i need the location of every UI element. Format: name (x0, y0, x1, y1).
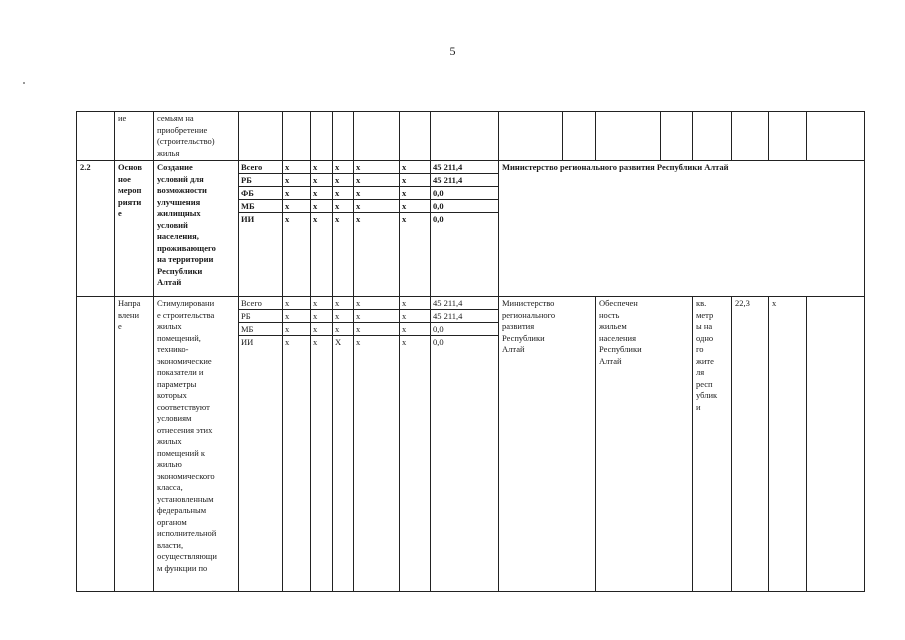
cell-value-x: x (769, 297, 807, 592)
cell-x2: x x x x (311, 297, 333, 592)
cell-name: Создание условий для возможности улучшения жилищных условий населения, проживающего на территории Республики Алтай (154, 161, 239, 297)
cell-sources: Всего РБ МБ ИИ (239, 297, 283, 592)
cell-x1: x x x x x (283, 161, 311, 297)
cell-indicator: Обеспечен ность жильем населения Республики Алтай (596, 297, 693, 592)
cell-sources: Всего РБ ФБ МБ ИИ (239, 161, 283, 297)
cell-amounts: 45 211,4 45 211,4 0,0 0,0 0,0 (431, 161, 499, 297)
cell-amounts: 45 211,4 45 211,4 0,0 0,0 (431, 297, 499, 592)
cell-num: 2.2 (77, 161, 115, 297)
cell-num (77, 297, 115, 592)
cell-name: семьям на приобретение (строительство) жилья (154, 112, 239, 161)
cell-x3: x x x X (333, 297, 354, 592)
cell-responsible: Министерство регионального развития Республики Алтай (499, 297, 596, 592)
cell-x4: x x x x x (354, 161, 400, 297)
page-number: 5 (449, 44, 456, 58)
cell-responsible: Министерство регионального развития Республики Алтай (499, 161, 865, 297)
cell-x4: x x x x (354, 297, 400, 592)
cell-unit: кв. метр ы на одно го жите ля респ ублик и (693, 297, 732, 592)
cell-x5: x x x x (400, 297, 431, 592)
cell-type: Напра влени е (115, 297, 154, 592)
cell-type: ие (115, 112, 154, 161)
cell-name: Стимулировани е строительства жилых помещений, технико- экономические показатели и параметры которых соответствуют условиям отнесения этих жилых помещений к жилью экономического класса, установленным федеральным органом исполнительной власти, осуществляющи м функции по (154, 297, 239, 592)
cell-type: Основ ное мероп рияти е (115, 161, 154, 297)
cell-num (77, 112, 115, 161)
table-row-2-2 (77, 161, 865, 297)
table-row-top (77, 112, 865, 161)
cell-x3: x x x x x (333, 161, 354, 297)
cell-x2: x x x x x (311, 161, 333, 297)
table-row-direction (77, 297, 865, 592)
scan-speck (23, 82, 25, 84)
cell-x5: x x x x x (400, 161, 431, 297)
cell-value: 22,3 (732, 297, 769, 592)
cell-x1: x x x x (283, 297, 311, 592)
program-table (76, 111, 865, 592)
